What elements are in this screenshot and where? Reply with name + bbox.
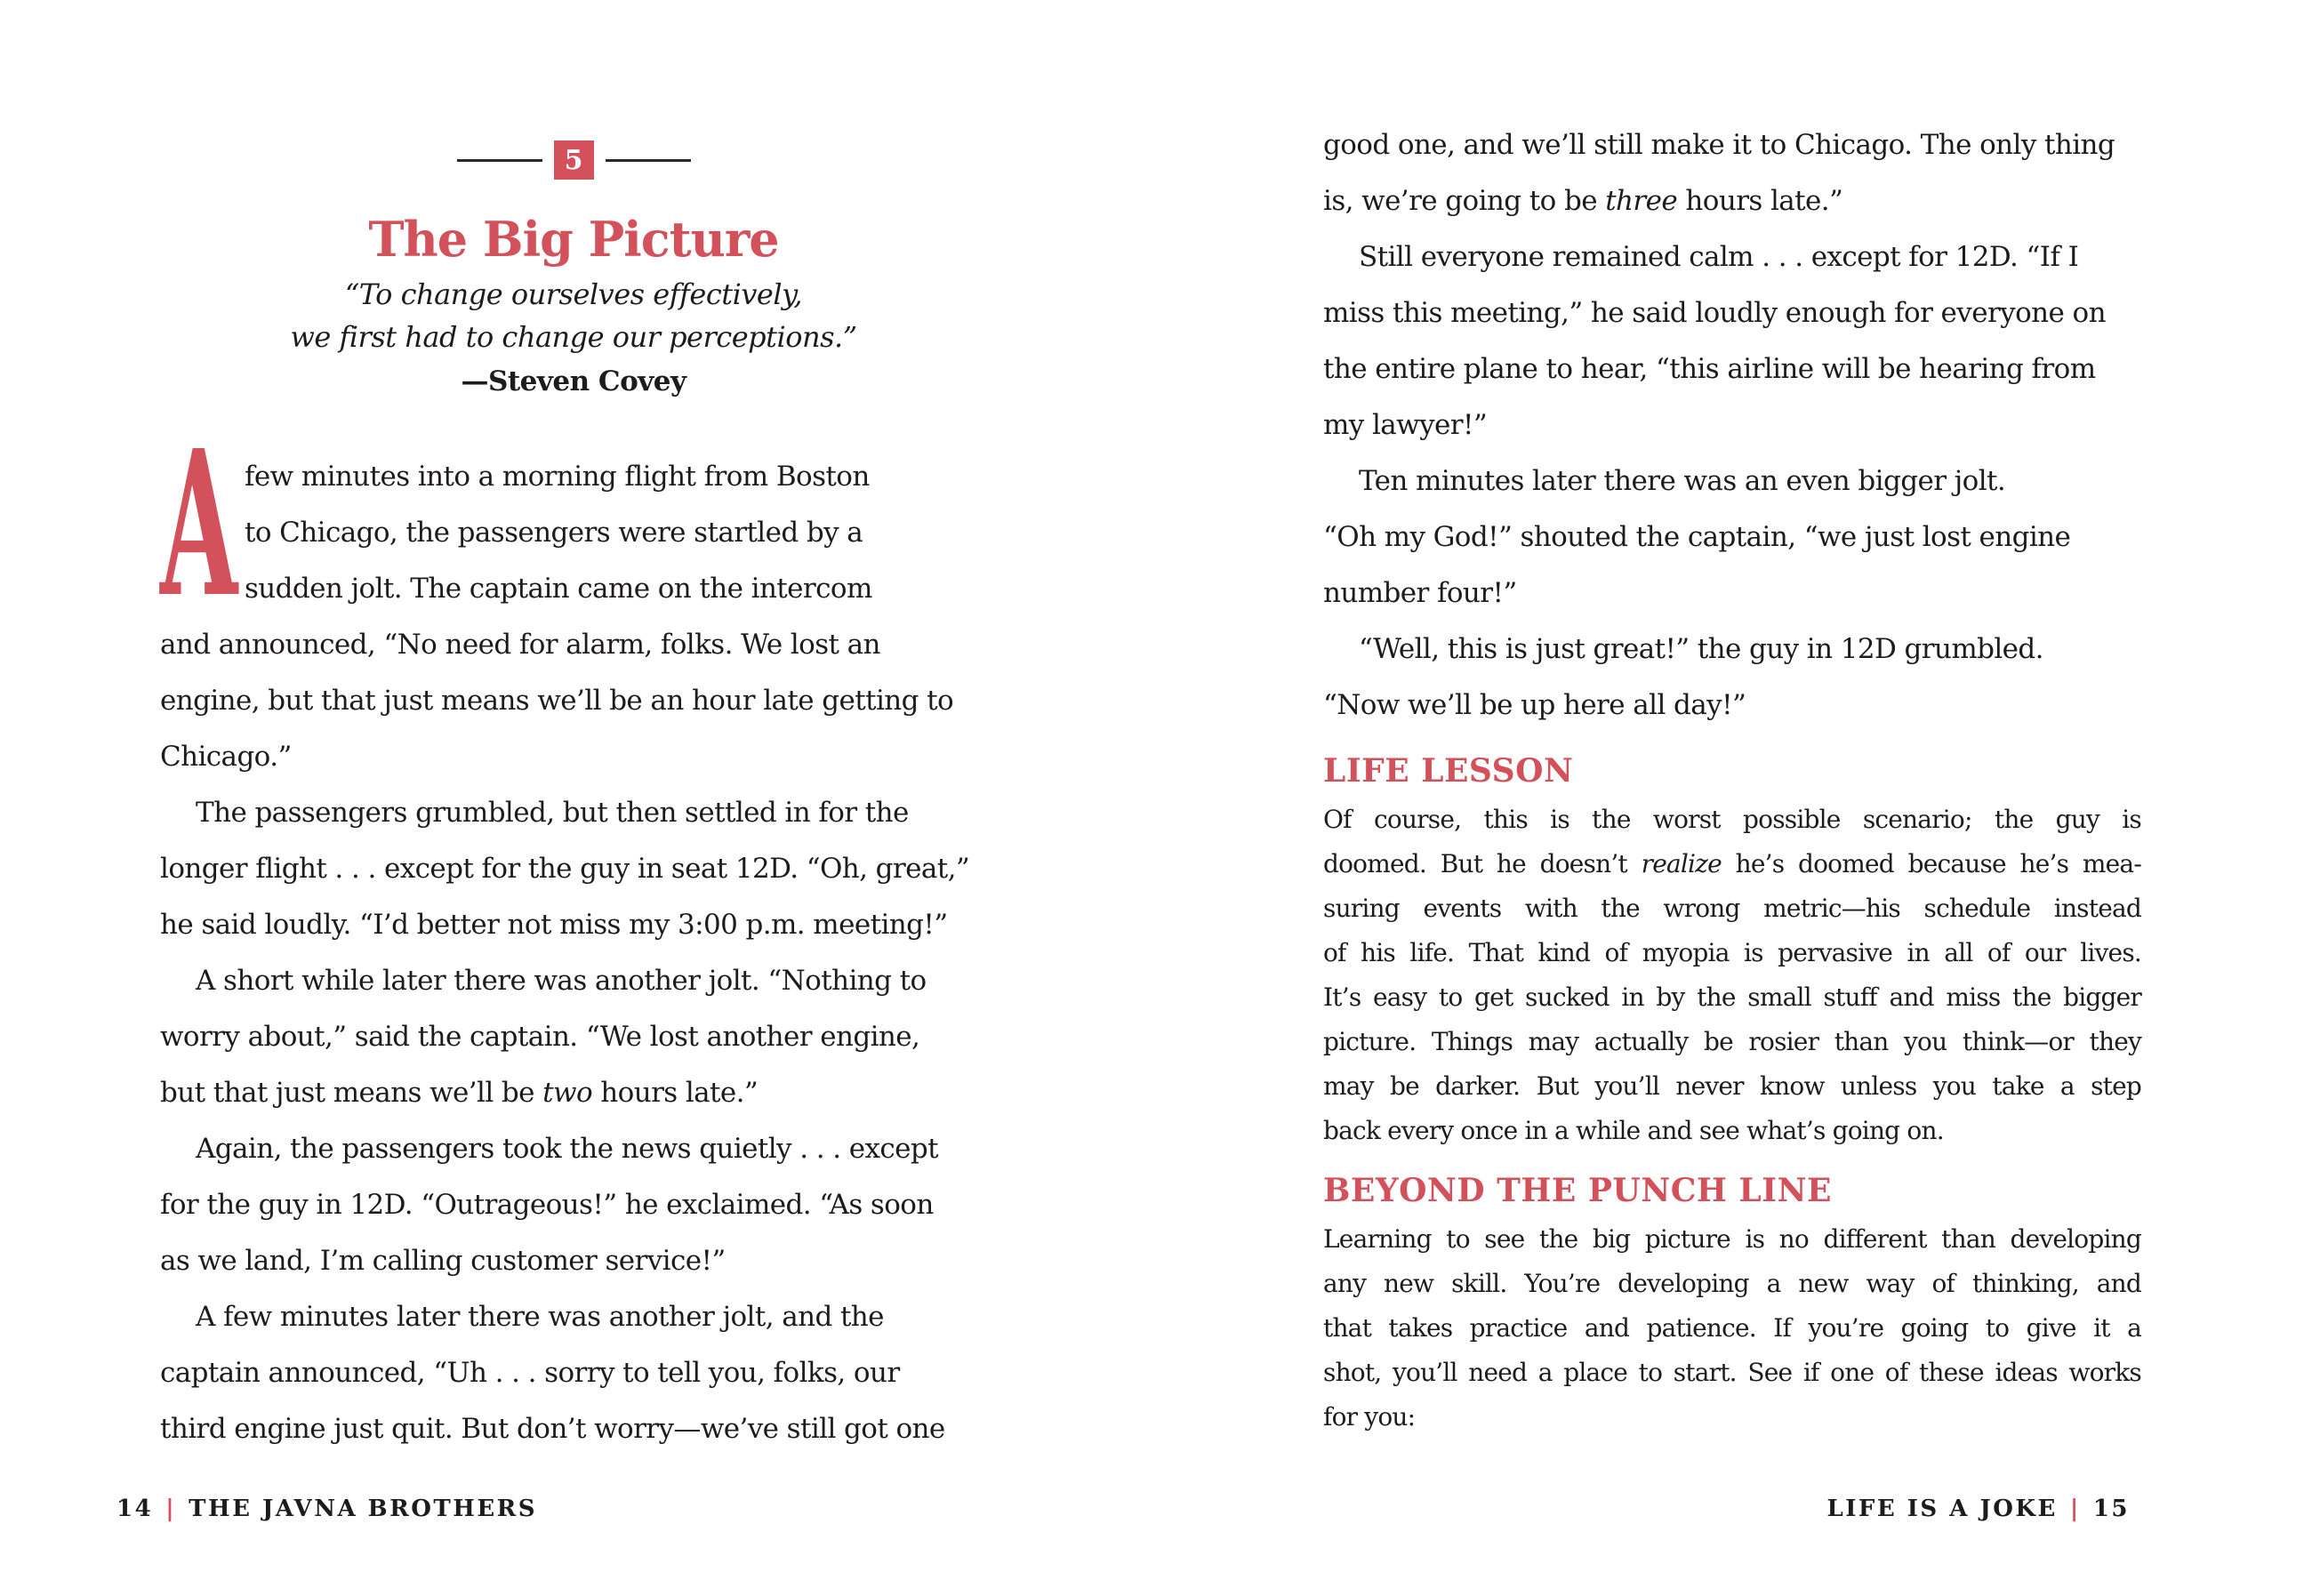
epigraph-attribution: —Steven Covey [461,365,686,397]
text-line: back every once in a while and see what’s going on. [1323,1116,1944,1145]
text-line: my lawyer!” [1323,409,1488,441]
text-line: Ten minutes later there was an even bigger jolt. [1359,465,2006,497]
text-line: “Oh my God!” shouted the captain, “we just lost engine [1323,521,2071,553]
drop-cap: A [160,407,237,642]
text-line: Still everyone remained calm . . . except for 12D. “If I [1359,241,2079,273]
right-page [1323,0,2141,1596]
lesson-section [1323,751,2141,1153]
text-line: A few minutes later there was another jolt, and the [196,1301,884,1333]
text-line: longer flight . . . except for the guy in seat 12D. “Oh, great,” [160,853,970,885]
left-folio-separator: | [165,1496,177,1522]
text-line: any new skill. You’re developing a new way of thinking, and [1323,1269,2141,1298]
lesson-section [1323,1171,2141,1440]
right-running-head: LIFE IS A JOKE [1826,1496,2058,1522]
section-heading: BEYOND THE PUNCH LINE [1323,1172,1832,1209]
text-line: “Well, this is just great!” the guy in 12D grumbled. [1359,633,2043,665]
text-line: of his life. That kind of myopia is pervasive in all of our lives. [1323,938,2141,967]
text-line: shot, you’ll need a place to start. See if one of these ideas works [1323,1358,2141,1387]
text-line: and announced, “No need for alarm, folks. We lost an [160,629,880,661]
text-line: It’s easy to get sucked in by the small stuff and miss the bigger [1323,982,2141,1012]
right-folio [1826,1496,2130,1522]
text-line: for you: [1323,1402,1416,1432]
text-line: The passengers grumbled, but then settled in for the [196,797,909,829]
epigraph [160,273,987,403]
text-line: suring events with the wrong metric—his schedule instead [1323,894,2141,923]
text-line: good one, and we’ll still make it to Chicago. The only thing [1323,129,2115,161]
text-line: captain announced, “Uh . . . sorry to tell you, folks, our [160,1357,900,1389]
text-line: Again, the passengers took the news quietly . . . except [196,1133,938,1165]
text-line: A short while later there was another jolt. “Nothing to [196,965,927,997]
text-line: third engine just quit. But don’t worry—we’ve still got one [160,1413,945,1445]
right-folio-separator: | [2069,1496,2081,1522]
chapter-title: The Big Picture [368,211,779,269]
section-heading: LIFE LESSON [1323,752,1574,790]
text-line: to Chicago, the passengers were startled by a [245,517,863,549]
text-line: Learning to see the big picture is no different than developing [1323,1224,2141,1254]
text-line: number four!” [1323,577,1517,609]
text-line: engine, but that just means we’ll be an hour late getting to [160,685,954,717]
left-running-head: THE JAVNA BROTHERS [189,1496,538,1522]
chapter-ornament [160,140,987,180]
text-line: the entire plane to hear, “this airline will be hearing from [1323,353,2096,385]
text-line: few minutes into a morning flight from Boston [245,461,870,493]
left-body-text [160,407,987,1457]
text-line: doomed. But he doesn’t realize he’s doomed because he’s mea- [1323,849,2141,878]
left-page [160,0,987,1596]
ornament-rule-left [457,159,542,162]
left-folio [116,1496,537,1522]
text-line: may be darker. But you’ll never know unless you take a step [1323,1071,2141,1101]
text-line: miss this meeting,” he said loudly enough for everyone on [1323,297,2106,329]
text-line: as we land, I’m calling customer service!” [160,1245,726,1277]
text-line: he said loudly. “I’d better not miss my 3:00 p.m. meeting!” [160,909,948,941]
epigraph-line-2: we first had to change our perceptions.” [290,320,857,354]
text-line: worry about,” said the captain. “We lost another engine, [160,1021,920,1053]
chapter-number-badge: 5 [554,140,594,180]
right-page-number: 15 [2092,1496,2130,1522]
text-line: that takes practice and patience. If you’re going to give it a [1323,1313,2141,1343]
text-line: picture. Things may actually be rosier than you think—or they [1323,1027,2141,1056]
text-line: but that just means we’ll be two hours late.” [160,1077,759,1109]
right-body-text [1323,117,2141,734]
text-line: sudden jolt. The captain came on the intercom [245,573,872,605]
text-line: Of course, this is the worst possible scenario; the guy is [1323,805,2141,834]
text-line: is, we’re going to be three hours late.” [1323,185,1843,217]
text-line: Chicago.” [160,741,292,773]
epigraph-line-1: “To change ourselves effectively, [344,277,803,311]
text-line: “Now we’ll be up here all day!” [1323,689,1746,721]
text-line: for the guy in 12D. “Outrageous!” he exclaimed. “As soon [160,1189,934,1221]
left-page-number: 14 [116,1496,154,1522]
ornament-rule-right [606,159,691,162]
